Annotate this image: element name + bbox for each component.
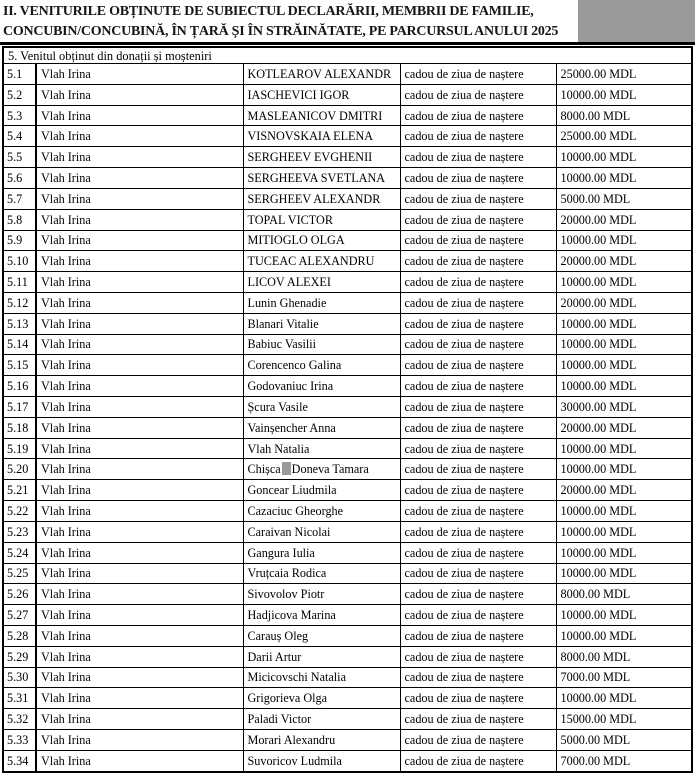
income-amount: 10000.00 MDL bbox=[556, 355, 692, 376]
section-title-line1: II. VENITURILE OBȚINUTE DE SUBIECTUL DECLARĂRII, MEMBRII DE FAMILIE, bbox=[3, 4, 534, 19]
beneficiary-name: Vlah Irina bbox=[36, 480, 243, 501]
donor-name-text: Paladi Victor bbox=[247, 712, 312, 727]
row-number: 5.24 bbox=[3, 542, 36, 563]
table-row bbox=[3, 625, 692, 646]
income-amount: 10000.00 MDL bbox=[556, 334, 692, 355]
donor-name-text: Micicovschi Natalia bbox=[247, 670, 346, 685]
row-number: 5.29 bbox=[3, 646, 36, 667]
row-number: 5.23 bbox=[3, 521, 36, 542]
beneficiary-name: Vlah Irina bbox=[36, 355, 243, 376]
beneficiary-name: Vlah Irina bbox=[36, 605, 243, 626]
donor-name bbox=[243, 251, 400, 272]
table-row bbox=[3, 251, 692, 272]
income-source: cadou de ziua de naștere bbox=[400, 563, 556, 584]
donor-name-text: Blanari Vitalie bbox=[247, 316, 319, 331]
donor-name bbox=[243, 105, 400, 126]
row-number: 5.26 bbox=[3, 584, 36, 605]
income-source: cadou de ziua de naștere bbox=[400, 292, 556, 313]
income-amount: 10000.00 MDL bbox=[556, 542, 692, 563]
table-row bbox=[3, 646, 692, 667]
donor-name-text: SERGHEEV ALEXANDR bbox=[247, 191, 381, 206]
beneficiary-name: Vlah Irina bbox=[36, 230, 243, 251]
donor-name bbox=[243, 313, 400, 334]
donor-name bbox=[243, 688, 400, 709]
beneficiary-name: Vlah Irina bbox=[36, 64, 243, 85]
row-number: 5.32 bbox=[3, 709, 36, 730]
income-source: cadou de ziua de naștere bbox=[400, 64, 556, 85]
income-source: cadou de ziua de naștere bbox=[400, 105, 556, 126]
income-amount: 8000.00 MDL bbox=[556, 646, 692, 667]
row-number: 5.12 bbox=[3, 292, 36, 313]
income-source: cadou de ziua de naștere bbox=[400, 438, 556, 459]
income-source: cadou de ziua de naștere bbox=[400, 688, 556, 709]
table-row bbox=[3, 584, 692, 605]
table-row bbox=[3, 605, 692, 626]
donor-name bbox=[243, 542, 400, 563]
donor-name-text: Chișca bbox=[247, 462, 281, 477]
table-row bbox=[3, 417, 692, 438]
income-source: cadou de ziua de naștere bbox=[400, 230, 556, 251]
beneficiary-name: Vlah Irina bbox=[36, 147, 243, 168]
table-row bbox=[3, 438, 692, 459]
row-number: 5.3 bbox=[3, 105, 36, 126]
income-amount: 7000.00 MDL bbox=[556, 667, 692, 688]
income-source: cadou de ziua de naștere bbox=[400, 521, 556, 542]
income-source: cadou de ziua de naștere bbox=[400, 480, 556, 501]
donor-name bbox=[243, 605, 400, 626]
donor-name bbox=[243, 355, 400, 376]
income-amount: 10000.00 MDL bbox=[556, 688, 692, 709]
income-amount: 5000.00 MDL bbox=[556, 188, 692, 209]
donor-name-text: Godovaniuc Irina bbox=[247, 379, 334, 394]
table-row bbox=[3, 64, 692, 85]
income-source: cadou de ziua de naștere bbox=[400, 417, 556, 438]
donor-name bbox=[243, 438, 400, 459]
table-row bbox=[3, 84, 692, 105]
table-row bbox=[3, 688, 692, 709]
donor-name-text: Carauș Oleg bbox=[247, 628, 309, 643]
donor-name-text: VISNOVSKAIA ELENA bbox=[247, 129, 374, 144]
beneficiary-name: Vlah Irina bbox=[36, 188, 243, 209]
row-number: 5.13 bbox=[3, 313, 36, 334]
table-row bbox=[3, 480, 692, 501]
table-row bbox=[3, 126, 692, 147]
donor-name-text: SERGHEEV EVGHENII bbox=[247, 150, 373, 165]
beneficiary-name: Vlah Irina bbox=[36, 709, 243, 730]
donor-name-text: Hadjicova Marina bbox=[247, 608, 336, 623]
income-source: cadou de ziua de naștere bbox=[400, 376, 556, 397]
beneficiary-name: Vlah Irina bbox=[36, 688, 243, 709]
donor-name bbox=[243, 521, 400, 542]
donor-name-text: Caraivan Nicolai bbox=[247, 524, 331, 539]
table-row bbox=[3, 105, 692, 126]
donor-name bbox=[243, 230, 400, 251]
income-amount: 10000.00 MDL bbox=[556, 168, 692, 189]
row-number: 5.25 bbox=[3, 563, 36, 584]
beneficiary-name: Vlah Irina bbox=[36, 84, 243, 105]
row-number: 5.16 bbox=[3, 376, 36, 397]
income-source: cadou de ziua de naștere bbox=[400, 625, 556, 646]
donor-name-text: IASCHEVICI IGOR bbox=[247, 87, 350, 102]
donor-name-text: Cazaciuc Gheorghe bbox=[247, 503, 344, 518]
donor-name-text: LICOV ALEXEI bbox=[247, 275, 331, 290]
income-amount: 10000.00 MDL bbox=[556, 272, 692, 293]
table-row bbox=[3, 459, 692, 480]
income-amount: 20000.00 MDL bbox=[556, 292, 692, 313]
income-source: cadou de ziua de naștere bbox=[400, 168, 556, 189]
beneficiary-name: Vlah Irina bbox=[36, 209, 243, 230]
redaction-box bbox=[578, 0, 695, 42]
row-number: 5.4 bbox=[3, 126, 36, 147]
donor-name bbox=[243, 750, 400, 771]
donor-name bbox=[243, 64, 400, 85]
table-row bbox=[3, 292, 692, 313]
income-amount: 20000.00 MDL bbox=[556, 417, 692, 438]
row-number: 5.33 bbox=[3, 730, 36, 751]
income-amount: 10000.00 MDL bbox=[556, 625, 692, 646]
income-source: cadou de ziua de naștere bbox=[400, 750, 556, 771]
donor-name-text: Suvoricov Ludmila bbox=[247, 753, 342, 768]
row-number: 5.10 bbox=[3, 251, 36, 272]
table-row bbox=[3, 750, 692, 771]
row-number: 5.27 bbox=[3, 605, 36, 626]
beneficiary-name: Vlah Irina bbox=[36, 563, 243, 584]
income-amount: 5000.00 MDL bbox=[556, 730, 692, 751]
donor-name-text: Babiuc Vasilii bbox=[247, 337, 316, 352]
income-amount: 8000.00 MDL bbox=[556, 584, 692, 605]
table-row bbox=[3, 355, 692, 376]
redaction-box bbox=[282, 462, 291, 475]
donor-name-text: Gangura Iulia bbox=[247, 545, 315, 560]
income-amount: 10000.00 MDL bbox=[556, 605, 692, 626]
subsection-header: 5. Venitul obținut din donații și moșteniri bbox=[3, 47, 692, 64]
table-row bbox=[3, 168, 692, 189]
income-source: cadou de ziua de naștere bbox=[400, 501, 556, 522]
table-row bbox=[3, 272, 692, 293]
beneficiary-name: Vlah Irina bbox=[36, 313, 243, 334]
table-row bbox=[3, 397, 692, 418]
beneficiary-name: Vlah Irina bbox=[36, 584, 243, 605]
donor-name bbox=[243, 417, 400, 438]
income-amount: 10000.00 MDL bbox=[556, 84, 692, 105]
income-amount: 25000.00 MDL bbox=[556, 126, 692, 147]
income-amount: 10000.00 MDL bbox=[556, 521, 692, 542]
row-number: 5.15 bbox=[3, 355, 36, 376]
income-source: cadou de ziua de naștere bbox=[400, 355, 556, 376]
income-amount: 20000.00 MDL bbox=[556, 480, 692, 501]
donor-name bbox=[243, 272, 400, 293]
beneficiary-name: Vlah Irina bbox=[36, 646, 243, 667]
donor-name bbox=[243, 188, 400, 209]
beneficiary-name: Vlah Irina bbox=[36, 438, 243, 459]
donor-name-text: Morari Alexandru bbox=[247, 732, 336, 747]
beneficiary-name: Vlah Irina bbox=[36, 667, 243, 688]
income-source: cadou de ziua de naștere bbox=[400, 251, 556, 272]
donor-name bbox=[243, 709, 400, 730]
donor-name-text: Sivovolov Piotr bbox=[247, 587, 325, 602]
donor-name bbox=[243, 209, 400, 230]
row-number: 5.2 bbox=[3, 84, 36, 105]
donor-name-text: MITIOGLO OLGA bbox=[247, 233, 345, 248]
beneficiary-name: Vlah Irina bbox=[36, 521, 243, 542]
donor-name-text: SERGHEEVA SVETLANA bbox=[247, 170, 386, 185]
row-number: 5.5 bbox=[3, 147, 36, 168]
section-title-line2: CONCUBIN/CONCUBINĂ, ÎN ȚARĂ ȘI ÎN STRĂINĂTATE, PE PARCURSUL ANULUI 2025 bbox=[3, 23, 559, 39]
income-amount: 30000.00 MDL bbox=[556, 397, 692, 418]
beneficiary-name: Vlah Irina bbox=[36, 501, 243, 522]
income-source: cadou de ziua de naștere bbox=[400, 605, 556, 626]
donor-name bbox=[243, 584, 400, 605]
income-amount: 7000.00 MDL bbox=[556, 750, 692, 771]
row-number: 5.9 bbox=[3, 230, 36, 251]
row-number: 5.21 bbox=[3, 480, 36, 501]
income-source: cadou de ziua de naștere bbox=[400, 272, 556, 293]
beneficiary-name: Vlah Irina bbox=[36, 168, 243, 189]
donor-name bbox=[243, 147, 400, 168]
donor-name bbox=[243, 292, 400, 313]
donor-name bbox=[243, 563, 400, 584]
row-number: 5.8 bbox=[3, 209, 36, 230]
income-donations-table bbox=[2, 46, 693, 773]
beneficiary-name: Vlah Irina bbox=[36, 625, 243, 646]
row-number: 5.11 bbox=[3, 272, 36, 293]
row-number: 5.18 bbox=[3, 417, 36, 438]
table-row bbox=[3, 542, 692, 563]
donor-name-text: Darii Artur bbox=[247, 649, 302, 664]
row-number: 5.14 bbox=[3, 334, 36, 355]
income-source: cadou de ziua de naștere bbox=[400, 459, 556, 480]
beneficiary-name: Vlah Irina bbox=[36, 730, 243, 751]
table-row bbox=[3, 334, 692, 355]
table-top-rule bbox=[0, 42, 695, 45]
donor-name-text: Doneva Tamara bbox=[291, 462, 369, 477]
donor-name-text: MASLEANICOV DMITRI bbox=[247, 108, 383, 123]
income-source: cadou de ziua de naștere bbox=[400, 730, 556, 751]
beneficiary-name: Vlah Irina bbox=[36, 542, 243, 563]
subsection-header-row bbox=[3, 47, 692, 64]
row-number: 5.6 bbox=[3, 168, 36, 189]
beneficiary-name: Vlah Irina bbox=[36, 334, 243, 355]
donor-name-text: Goncear Liudmila bbox=[247, 483, 337, 498]
income-source: cadou de ziua de naștere bbox=[400, 147, 556, 168]
beneficiary-name: Vlah Irina bbox=[36, 459, 243, 480]
table-row bbox=[3, 730, 692, 751]
income-source: cadou de ziua de naștere bbox=[400, 646, 556, 667]
donor-name bbox=[243, 126, 400, 147]
donor-name-text: Vruțcaia Rodica bbox=[247, 566, 327, 581]
donor-name bbox=[243, 480, 400, 501]
beneficiary-name: Vlah Irina bbox=[36, 251, 243, 272]
income-source: cadou de ziua de naștere bbox=[400, 334, 556, 355]
beneficiary-name: Vlah Irina bbox=[36, 417, 243, 438]
income-amount: 10000.00 MDL bbox=[556, 313, 692, 334]
donor-name-text: KOTLEAROV ALEXANDR bbox=[247, 66, 392, 81]
table-row bbox=[3, 521, 692, 542]
income-source: cadou de ziua de naștere bbox=[400, 584, 556, 605]
beneficiary-name: Vlah Irina bbox=[36, 397, 243, 418]
donor-name-text: Lunin Ghenadie bbox=[247, 295, 327, 310]
beneficiary-name: Vlah Irina bbox=[36, 105, 243, 126]
beneficiary-name: Vlah Irina bbox=[36, 126, 243, 147]
donor-name-text: TOPAL VICTOR bbox=[247, 212, 333, 227]
table-row bbox=[3, 709, 692, 730]
donor-name-text: Vlah Natalia bbox=[247, 441, 310, 456]
donor-name-text: Șcura Vasile bbox=[247, 399, 308, 414]
income-source: cadou de ziua de naștere bbox=[400, 709, 556, 730]
donor-name-text: Vainșencher Anna bbox=[247, 420, 336, 435]
table-row bbox=[3, 667, 692, 688]
table-row bbox=[3, 188, 692, 209]
income-source: cadou de ziua de naștere bbox=[400, 126, 556, 147]
donor-name-text: TUCEAC ALEXANDRU bbox=[247, 254, 375, 269]
income-amount: 10000.00 MDL bbox=[556, 376, 692, 397]
donor-name bbox=[243, 459, 400, 480]
donor-name bbox=[243, 84, 400, 105]
beneficiary-name: Vlah Irina bbox=[36, 272, 243, 293]
row-number: 5.34 bbox=[3, 750, 36, 771]
donor-name-text: Corencenco Galina bbox=[247, 358, 342, 373]
table-row bbox=[3, 501, 692, 522]
income-source: cadou de ziua de naștere bbox=[400, 397, 556, 418]
row-number: 5.17 bbox=[3, 397, 36, 418]
income-amount: 10000.00 MDL bbox=[556, 147, 692, 168]
income-amount: 10000.00 MDL bbox=[556, 563, 692, 584]
income-amount: 25000.00 MDL bbox=[556, 64, 692, 85]
donor-name-text: Grigorieva Olga bbox=[247, 691, 328, 706]
donor-name bbox=[243, 646, 400, 667]
income-amount: 20000.00 MDL bbox=[556, 209, 692, 230]
donor-name bbox=[243, 730, 400, 751]
row-number: 5.30 bbox=[3, 667, 36, 688]
income-source: cadou de ziua de naștere bbox=[400, 188, 556, 209]
row-number: 5.22 bbox=[3, 501, 36, 522]
table-row bbox=[3, 563, 692, 584]
row-number: 5.28 bbox=[3, 625, 36, 646]
beneficiary-name: Vlah Irina bbox=[36, 292, 243, 313]
table-row bbox=[3, 230, 692, 251]
row-number: 5.31 bbox=[3, 688, 36, 709]
income-source: cadou de ziua de naștere bbox=[400, 542, 556, 563]
income-source: cadou de ziua de naștere bbox=[400, 84, 556, 105]
income-amount: 10000.00 MDL bbox=[556, 438, 692, 459]
income-amount: 10000.00 MDL bbox=[556, 501, 692, 522]
row-number: 5.1 bbox=[3, 64, 36, 85]
table-row bbox=[3, 376, 692, 397]
income-amount: 8000.00 MDL bbox=[556, 105, 692, 126]
income-amount: 10000.00 MDL bbox=[556, 459, 692, 480]
beneficiary-name: Vlah Irina bbox=[36, 750, 243, 771]
document-section-title bbox=[0, 0, 695, 42]
income-source: cadou de ziua de naștere bbox=[400, 313, 556, 334]
income-amount: 15000.00 MDL bbox=[556, 709, 692, 730]
donor-name bbox=[243, 376, 400, 397]
row-number: 5.19 bbox=[3, 438, 36, 459]
donor-name bbox=[243, 667, 400, 688]
income-source: cadou de ziua de naștere bbox=[400, 209, 556, 230]
donor-name bbox=[243, 334, 400, 355]
row-number: 5.20 bbox=[3, 459, 36, 480]
donor-name bbox=[243, 168, 400, 189]
donor-name bbox=[243, 397, 400, 418]
income-amount: 20000.00 MDL bbox=[556, 251, 692, 272]
donor-name bbox=[243, 625, 400, 646]
income-amount: 10000.00 MDL bbox=[556, 230, 692, 251]
table-row bbox=[3, 147, 692, 168]
donor-name bbox=[243, 501, 400, 522]
row-number: 5.7 bbox=[3, 188, 36, 209]
table-row bbox=[3, 313, 692, 334]
income-source: cadou de ziua de naștere bbox=[400, 667, 556, 688]
beneficiary-name: Vlah Irina bbox=[36, 376, 243, 397]
table-row bbox=[3, 209, 692, 230]
